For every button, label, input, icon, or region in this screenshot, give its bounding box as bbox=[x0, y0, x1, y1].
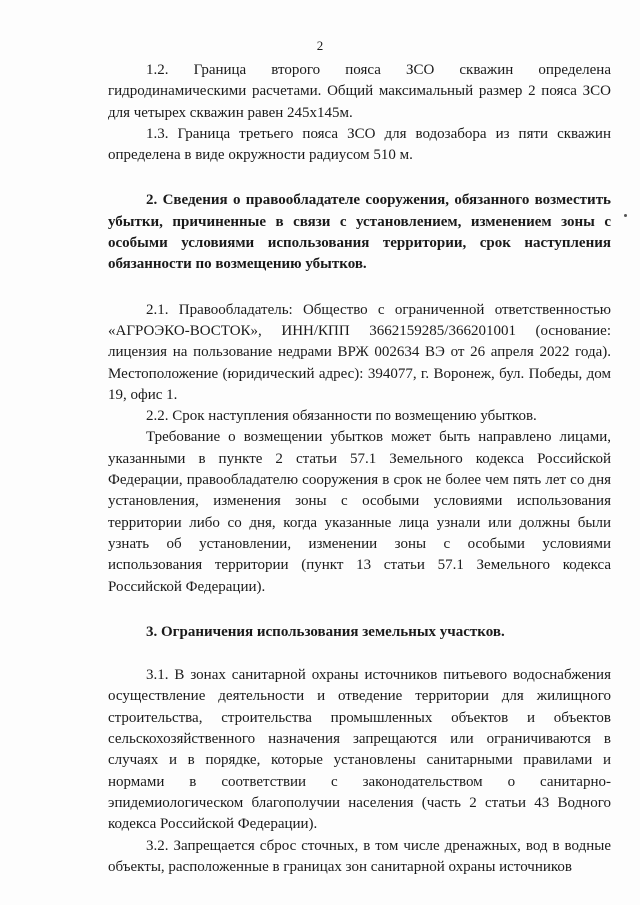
paragraph-1-2: 1.2. Граница второго пояса ЗСО скважин определена гидродинамическими расчетами. Общий максимальный размер 2 пояса ЗСО для четырех скважин равен 245х145м. bbox=[108, 62, 611, 121]
section-3-heading: 3. Ограничения использования земельных участков. bbox=[146, 623, 505, 640]
paragraph-2-2-text: Требование о возмещении убытков может быть направлено лицами, указанными в пункте 2 статьи 57.1 Земельного кодекса Российской Федерации, правообладателю сооружения в срок не более чем пять лет со дня установления, изменения зоны с особыми условиями использования территории либо со дня, когда указанные лица узнали или должны были узнать об установлении, изменении зоны с особыми условиями использования территории (пункт 13 статьи 57.1 Земельного кодекса Российской Федерации). bbox=[108, 429, 611, 595]
paragraph-1-3: 1.3. Граница третьего пояса ЗСО для водозабора из пяти скважин определена в виде окружности радиусом 510 м. bbox=[108, 125, 611, 164]
paragraph-3-2: 3.2. Запрещается сброс сточных, в том числе дренажных, вод в водные объекты, расположенные в границах зон санитарной охраны источников bbox=[108, 837, 611, 875]
document-body bbox=[108, 60, 611, 878]
page-number: 2 bbox=[316, 38, 324, 53]
paragraph-2-1: 2.1. Правообладатель: Общество с ограниченной ответственностью «АГРОЭКО-ВОСТОК», ИНН/КПП 3662159285/366201001 (основание: лицензия на пользование недрами ВРЖ 002634 ВЭ от 26 апреля 2022 года). Местоположение (юридический адрес): 394077, г. Воронеж, бул. Победы, дом 19, офис 1. bbox=[108, 301, 611, 403]
section-2-heading: 2. Сведения о правообладателе сооружения, обязанного возместить убытки, причиненные в связи с установлением, изменением зоны с особыми условиями использования территории, срок наступления обязанности по возмещению убытков. bbox=[108, 192, 611, 273]
paragraph-3-1: 3.1. В зонах санитарной охраны источников питьевого водоснабжения осуществление деятельности и отведение территории для жилищного строительства, строительства промышленных объектов и объектов сельскохозяйственного назначения запрещаются или ограничиваются в случаях и в порядке, которые установлены санитарными правилами и нормами в соответствии с законодательством о санитарно-эпидемиологическом благополучии населения (часть 2 статьи 43 Водного кодекса Российской Федерации). bbox=[108, 667, 611, 833]
paragraph-2-2: 2.2. Срок наступления обязанности по возмещению убытков. bbox=[146, 408, 537, 425]
scan-speck bbox=[624, 214, 627, 217]
